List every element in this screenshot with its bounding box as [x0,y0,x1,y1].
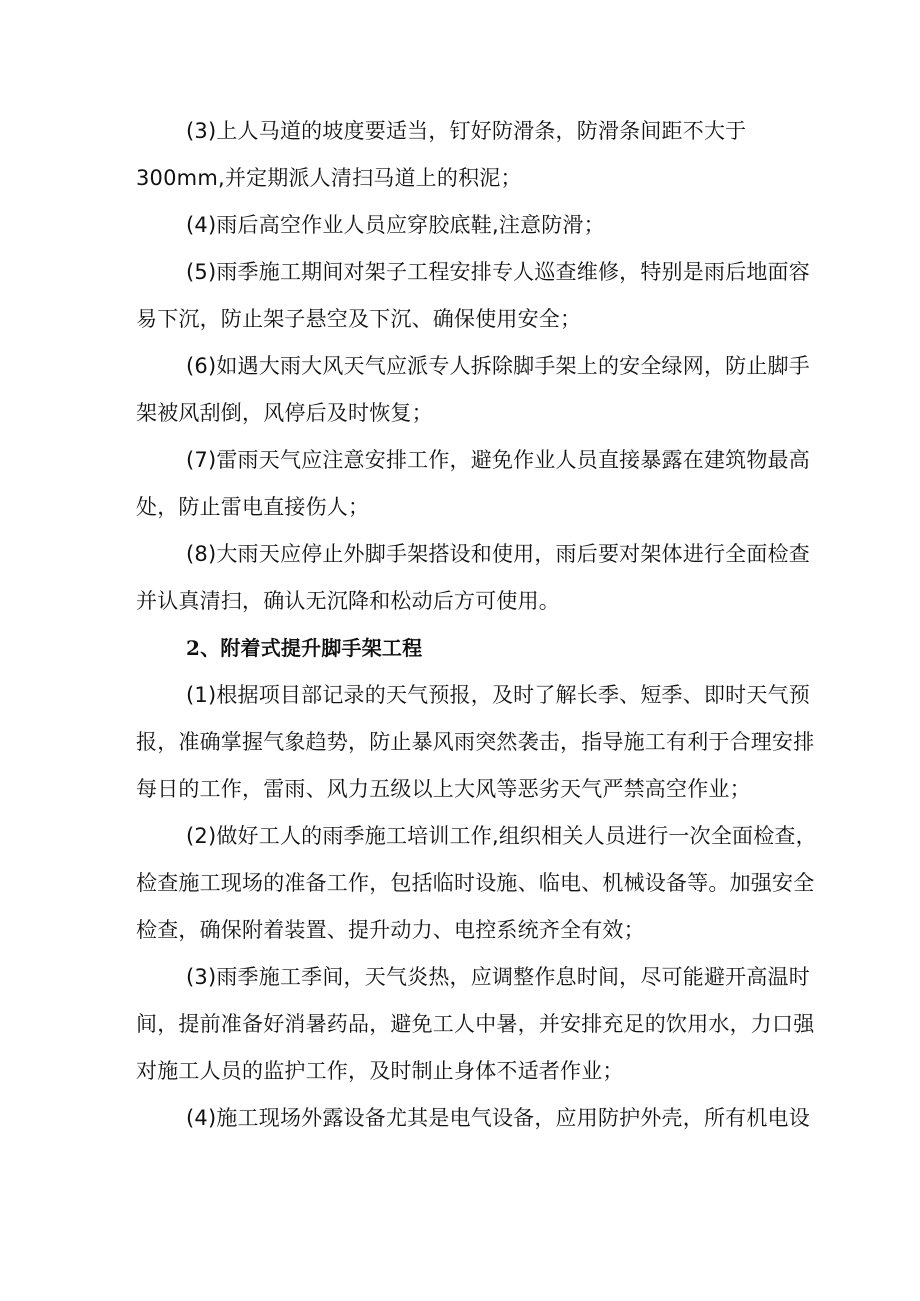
item-2-line-3: 检查，确保附着装置、提升动力、电控系统齐全有效； [136,918,645,942]
paragraph-7-line-2: 处，防止雷电直接伤人； [136,495,370,519]
paragraph-5-line-2: 易下沉，防止架子悬空及下沉、确保使用安全； [136,307,582,331]
item-3-line-3: 对施工人员的监护工作，及时制止身体不适者作业； [136,1059,624,1083]
item-2-line-1: (2)做好工人的雨季施工培训工作,组织相关人员进行一次全面检查， [186,824,817,848]
item-1-line-2: 报，准确掌握气象趋势，防止暴风雨突然袭击，指导施工有利于合理安排 [136,730,815,754]
item-2-line-2: 检查施工现场的准备工作，包括临时设施、临电、机械设备等。加强安全 [136,871,815,895]
item-4-line-1: (4)施工现场外露设备尤其是电气设备，应用防护外壳，所有机电设 [186,1106,810,1130]
item-3-line-1: (3)雨季施工季间，天气炎热，应调整作息时间，尽可能避开高温时 [186,965,810,989]
item-1-line-3: 每日的工作，雷雨、风力五级以上大风等恶劣天气严禁高空作业； [136,777,751,801]
item-1-line-1: (1)根据项目部记录的天气预报，及时了解长季、短季、即时天气预 [186,683,810,707]
paragraph-7-line-1: (7)雷雨天气应注意安排工作，避免作业人员直接暴露在建筑物最高 [186,448,810,472]
paragraph-3-line-1: (3)上人马道的坡度要适当，钉好防滑条，防滑条间距不大于 [186,119,747,143]
paragraph-4-line-1: (4)雨后高空作业人员应穿胶底鞋,注意防滑； [186,213,605,237]
paragraph-6-line-2: 架被风刮倒，风停后及时恢复； [136,401,433,425]
item-3-line-2: 间，提前准备好消暑药品，避免工人中暑，并安排充足的饮用水，力口强 [136,1012,815,1036]
paragraph-5-line-1: (5)雨季施工期间对架子工程安排专人巡查维修，特别是雨后地面容 [186,260,810,284]
section-heading: 2、附着式提升脚手架工程 [186,636,423,660]
body-text [136,108,817,1142]
paragraph-8-line-1: (8)大雨天应停止外脚手架搭设和使用，雨后要对架体进行全面检查 [186,542,810,566]
paragraph-3-line-2: 300mm,并定期派人清扫马道上的积泥； [136,166,522,190]
paragraph-8-line-2: 并认真清扫，确认无沉降和松动后方可使用。 [136,589,560,613]
paragraph-6-line-1: (6)如遇大雨大风天气应派专人拆除脚手架上的安全绿网，防止脚手 [186,354,810,378]
